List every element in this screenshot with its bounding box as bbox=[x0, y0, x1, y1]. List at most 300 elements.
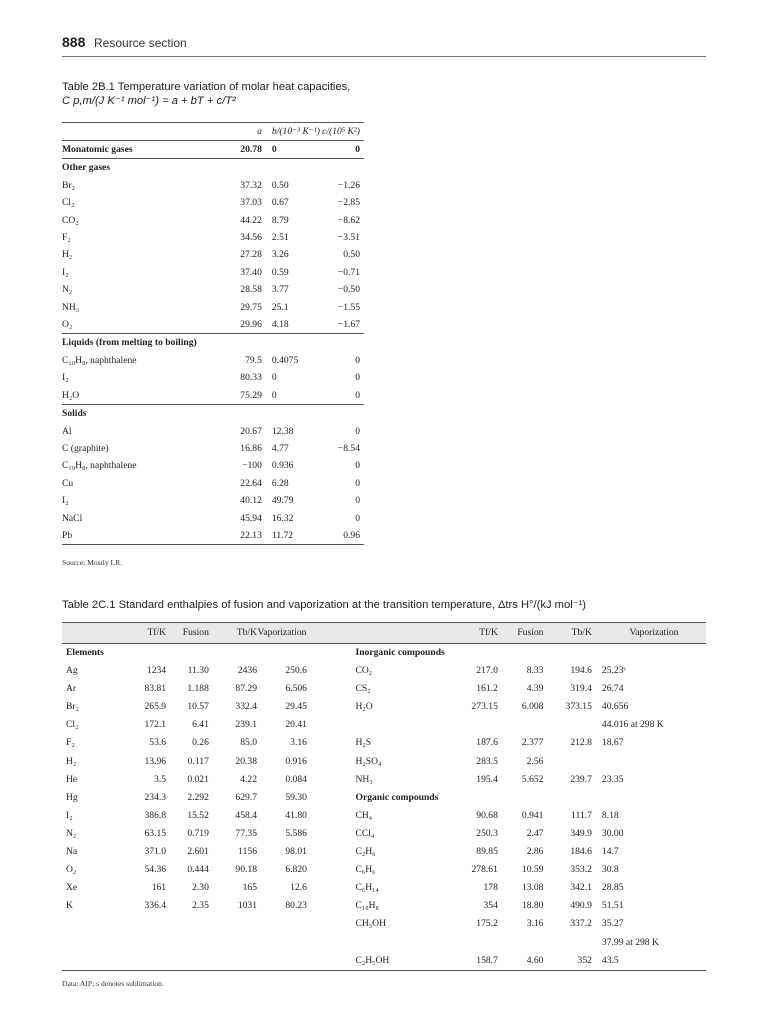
table-cell: 172.1 bbox=[144, 719, 167, 731]
table-cell: C₆H₁₄ bbox=[355, 882, 379, 894]
table-2c1-note: Data: AIP; s denotes sublimation. bbox=[62, 979, 164, 988]
table-cell: 6.506 bbox=[285, 683, 307, 695]
table-cell bbox=[320, 334, 364, 352]
table-cell: 4.60 bbox=[498, 952, 544, 971]
table-cell: 0.084 bbox=[285, 773, 307, 785]
table-cell: 8.79 bbox=[271, 214, 289, 226]
table-cell: 26.74 bbox=[601, 683, 624, 695]
table-cell: 0 bbox=[355, 460, 360, 472]
table-cell: Monatomic gases bbox=[62, 144, 133, 155]
column-header bbox=[62, 123, 212, 141]
table-cell: 0.59 bbox=[271, 266, 289, 278]
table-cell: −1.26 bbox=[337, 179, 360, 191]
table-cell: 10.59 bbox=[521, 864, 544, 876]
table-cell: Inorganic compounds bbox=[355, 647, 445, 658]
table-cell: 0.916 bbox=[285, 755, 307, 767]
table-cell: 27.28 bbox=[240, 249, 262, 261]
table-cell: 23.35 bbox=[601, 773, 624, 785]
table-row bbox=[62, 141, 364, 159]
table-cell: 250.3 bbox=[476, 827, 498, 839]
table-cell bbox=[307, 952, 356, 971]
table-cell: 212.8 bbox=[570, 737, 592, 749]
table-cell: 37.03 bbox=[240, 197, 262, 209]
table-row bbox=[62, 423, 364, 440]
column-header bbox=[307, 623, 356, 644]
table-row bbox=[62, 915, 706, 933]
table-cell bbox=[62, 952, 123, 971]
table-cell: 0.4075 bbox=[271, 354, 299, 366]
table-cell: 0.719 bbox=[187, 827, 209, 839]
table-cell: 332.4 bbox=[235, 701, 258, 713]
column-header: Tf/K bbox=[123, 623, 166, 644]
table-cell: 0.444 bbox=[187, 864, 209, 876]
table-cell: −100 bbox=[242, 460, 262, 472]
table-cell bbox=[257, 934, 307, 952]
table-cell: 85.0 bbox=[240, 737, 258, 749]
table-2c1-caption: Table 2C.1 Standard enthalpies of fusion and vaporization at the transition temperature, Δtrs H°/(kJ mol⁻¹) bbox=[62, 599, 587, 611]
table-cell: NaCl bbox=[62, 512, 83, 524]
table-cell: C₁₀H₈, naphthalene bbox=[62, 460, 137, 472]
table-cell: 2.47 bbox=[526, 827, 544, 839]
table-cell: 18.67 bbox=[601, 737, 624, 749]
table-cell bbox=[209, 934, 257, 952]
table-cell: 0.021 bbox=[187, 773, 209, 785]
table-cell: 28.85 bbox=[601, 882, 624, 894]
table-cell bbox=[445, 789, 498, 807]
table-cell bbox=[166, 934, 209, 952]
table-cell: 16.32 bbox=[271, 512, 294, 524]
table-cell bbox=[166, 644, 209, 663]
table-cell bbox=[355, 934, 444, 952]
table-cell: NH₃ bbox=[355, 773, 373, 785]
table-cell: Br₂ bbox=[62, 179, 75, 191]
table-cell: 111.7 bbox=[571, 809, 592, 821]
table-cell: 22.13 bbox=[212, 527, 266, 545]
table-cell bbox=[212, 405, 266, 423]
table-cell: 0.50 bbox=[343, 249, 360, 261]
table-cell: 0.936 bbox=[271, 460, 294, 472]
table-cell: 386.8 bbox=[144, 809, 167, 821]
table-cell bbox=[123, 952, 166, 971]
table-cell bbox=[592, 789, 706, 807]
table-row bbox=[62, 475, 364, 492]
table-row bbox=[62, 246, 364, 263]
table-cell: 194.6 bbox=[570, 665, 592, 677]
table-cell: 234.3 bbox=[144, 791, 167, 803]
table-cell bbox=[307, 915, 356, 933]
table-cell bbox=[307, 789, 356, 807]
table-cell: 352 bbox=[543, 952, 591, 971]
table-row bbox=[62, 644, 706, 663]
table-row bbox=[62, 662, 706, 680]
table-cell: H₂ bbox=[62, 249, 73, 261]
column-header: b/(10⁻³ K⁻¹) bbox=[266, 123, 320, 141]
table-cell bbox=[307, 879, 356, 897]
table-cell: C₁₀H₈ bbox=[355, 900, 379, 912]
table-cell: 2.56 bbox=[526, 755, 544, 767]
table-cell bbox=[307, 861, 356, 879]
table-row bbox=[62, 934, 706, 952]
table-cell: Solids bbox=[62, 405, 212, 423]
table-cell bbox=[209, 915, 257, 933]
table-cell bbox=[307, 825, 356, 843]
table-cell: 90.18 bbox=[235, 864, 258, 876]
table-cell: Liquids (from melting to boiling) bbox=[62, 334, 212, 352]
table-cell: 0.941 bbox=[521, 809, 544, 821]
column-header: Fusion bbox=[498, 623, 544, 644]
table-cell: 0 bbox=[355, 389, 360, 401]
table-cell: 1.188 bbox=[187, 683, 209, 695]
table-cell bbox=[307, 734, 356, 752]
table-cell bbox=[307, 698, 356, 716]
table-cell: 13.96 bbox=[144, 755, 167, 767]
table-row bbox=[62, 334, 364, 352]
table-cell: 51.51 bbox=[601, 900, 624, 912]
table-cell: 2.51 bbox=[271, 232, 289, 244]
table-cell: Br₂ bbox=[66, 701, 79, 713]
table-cell: 0 bbox=[355, 477, 360, 489]
table-cell: 30.00 bbox=[601, 827, 624, 839]
table-cell: 336.4 bbox=[144, 900, 167, 912]
table-cell bbox=[212, 334, 266, 352]
table-cell: 458.4 bbox=[235, 809, 258, 821]
table-cell: Na bbox=[66, 846, 78, 858]
table-cell bbox=[307, 807, 356, 825]
table-cell: 3.16 bbox=[290, 737, 307, 749]
table-cell: 0.96 bbox=[320, 527, 364, 545]
table-cell bbox=[307, 716, 356, 734]
table-cell: 6.820 bbox=[285, 864, 307, 876]
table-cell: 178 bbox=[483, 882, 498, 894]
table-cell: 25.1 bbox=[271, 301, 289, 313]
table-cell: 2436 bbox=[237, 665, 258, 677]
table-row bbox=[62, 807, 706, 825]
table-cell bbox=[266, 334, 320, 352]
table-cell bbox=[166, 915, 209, 933]
table-cell: O₂ bbox=[66, 864, 77, 876]
column-header: Tf/K bbox=[445, 623, 498, 644]
table-cell: 54.36 bbox=[144, 864, 167, 876]
table-cell: 30.8 bbox=[601, 864, 619, 876]
table-cell: 40.656 bbox=[601, 701, 629, 713]
table-cell: 239.7 bbox=[570, 773, 592, 785]
table-cell: I₂ bbox=[66, 809, 73, 821]
table-cell: Al bbox=[62, 425, 72, 437]
table-cell: I₂ bbox=[62, 266, 69, 278]
table-cell bbox=[498, 716, 544, 734]
table-cell: 373.15 bbox=[565, 701, 592, 713]
table-cell: 0 bbox=[355, 354, 360, 366]
table-cell bbox=[498, 934, 544, 952]
table-cell: 0.117 bbox=[187, 755, 209, 767]
table-cell: Xe bbox=[66, 882, 78, 894]
table-cell: Other gases bbox=[62, 159, 212, 177]
table-cell: F₂ bbox=[66, 737, 75, 749]
table-cell: 353.2 bbox=[570, 864, 592, 876]
table-cell: 18.80 bbox=[521, 900, 544, 912]
column-header: Tb/K bbox=[543, 623, 591, 644]
table-cell bbox=[543, 716, 591, 734]
table-cell: N₂ bbox=[66, 827, 77, 839]
table-cell: CCl₄ bbox=[355, 827, 375, 839]
column-header: a bbox=[212, 123, 266, 141]
table-cell bbox=[266, 159, 320, 177]
table-cell: 35.27 bbox=[601, 918, 624, 930]
column-header: Tb/K bbox=[209, 623, 257, 644]
table-cell: 10.57 bbox=[187, 701, 209, 713]
table-cell: 2.86 bbox=[526, 846, 544, 858]
table-cell: CO₂ bbox=[62, 214, 79, 226]
table-cell: He bbox=[66, 773, 78, 785]
table-cell: NH₃ bbox=[62, 301, 80, 313]
table-cell: 41.80 bbox=[285, 809, 307, 821]
table-cell: 37.40 bbox=[240, 266, 262, 278]
table-cell: 273.15 bbox=[471, 701, 498, 713]
table-cell bbox=[355, 716, 444, 734]
table-cell bbox=[445, 934, 498, 952]
table-cell: 175.2 bbox=[476, 918, 498, 930]
table-cell: Pb bbox=[62, 527, 212, 545]
table-cell: 59.30 bbox=[285, 791, 307, 803]
table-cell bbox=[307, 644, 356, 663]
table-cell: O₂ bbox=[62, 319, 73, 331]
table-cell: H₂SO₄ bbox=[355, 755, 382, 767]
column-header: Fusion bbox=[166, 623, 209, 644]
table-row bbox=[62, 527, 364, 545]
table-cell: 354 bbox=[483, 900, 498, 912]
table-cell: 98.01 bbox=[285, 846, 307, 858]
table-cell: 6.41 bbox=[192, 719, 209, 731]
table-cell: 20.78 bbox=[240, 144, 262, 155]
table-cell: 83.81 bbox=[144, 683, 167, 695]
table-row bbox=[62, 843, 706, 861]
table-row bbox=[62, 879, 706, 897]
table-cell bbox=[307, 662, 356, 680]
table-cell: 79.5 bbox=[245, 354, 262, 366]
table-2b1-source: Source: Mostly LR. bbox=[62, 558, 123, 567]
table-cell: 161 bbox=[151, 882, 167, 894]
table-cell: 165 bbox=[242, 882, 258, 894]
table-cell: 37.32 bbox=[240, 179, 262, 191]
table-cell: 53.6 bbox=[149, 737, 167, 749]
table-cell bbox=[498, 644, 544, 663]
table-cell: 5.586 bbox=[285, 827, 307, 839]
table-cell: 15.52 bbox=[187, 809, 209, 821]
table-2b1-caption-line1: Table 2B.1 Temperature variation of molar heat capacities, bbox=[62, 81, 351, 93]
table-cell bbox=[543, 753, 591, 771]
table-cell: 40.12 bbox=[240, 495, 262, 507]
table-cell: F₂ bbox=[62, 232, 71, 244]
table-cell: 45.94 bbox=[240, 512, 262, 524]
table-cell: 13.08 bbox=[521, 882, 544, 894]
table-cell bbox=[307, 934, 356, 952]
table-cell: C₂H₆ bbox=[355, 846, 376, 858]
table-2b1-caption bbox=[62, 80, 350, 108]
table-cell: 0 bbox=[355, 512, 360, 524]
table-cell: 2.292 bbox=[187, 791, 209, 803]
table-cell: H₂ bbox=[66, 755, 77, 767]
column-header: c/(10⁵ K²) bbox=[320, 123, 364, 141]
table-cell: 0.50 bbox=[271, 179, 289, 191]
page-header bbox=[62, 34, 706, 57]
table-cell: 11.30 bbox=[187, 665, 209, 677]
table-cell: H₂S bbox=[355, 737, 372, 749]
table-2b1 bbox=[62, 122, 364, 545]
table-row bbox=[62, 457, 364, 474]
table-cell: 90.68 bbox=[476, 809, 498, 821]
table-cell: 37.99 at 298 K bbox=[601, 936, 659, 948]
table-cell: 80.23 bbox=[285, 900, 307, 912]
table-cell: 4.22 bbox=[240, 773, 258, 785]
table-row bbox=[62, 194, 364, 211]
table-cell bbox=[543, 934, 591, 952]
table-cell: 80.33 bbox=[240, 372, 262, 384]
table-cell: 4.18 bbox=[271, 319, 289, 331]
table-cell: 89.85 bbox=[476, 846, 498, 858]
table-cell: Ag bbox=[66, 665, 78, 677]
table-cell bbox=[257, 644, 307, 663]
column-header bbox=[355, 623, 444, 644]
table-cell: 3.77 bbox=[271, 284, 289, 296]
table-cell: 0 bbox=[355, 425, 360, 437]
table-cell: 75.29 bbox=[240, 389, 262, 401]
table-cell: 2.377 bbox=[521, 737, 544, 749]
table-row bbox=[62, 771, 706, 789]
table-cell: 12.6 bbox=[290, 882, 307, 894]
table-cell: K bbox=[66, 900, 73, 912]
table-row bbox=[62, 734, 706, 752]
table-cell: 20.38 bbox=[235, 755, 258, 767]
table-cell: 87.29 bbox=[235, 683, 258, 695]
table-cell: 25.23ˢ bbox=[601, 665, 626, 677]
table-cell: CS₂ bbox=[355, 683, 371, 695]
table-row bbox=[62, 825, 706, 843]
table-cell bbox=[209, 644, 257, 663]
table-row bbox=[62, 861, 706, 879]
table-cell bbox=[307, 680, 356, 698]
table-cell: 34.56 bbox=[240, 232, 262, 244]
table-cell: Ar bbox=[66, 683, 77, 695]
table-cell: 217.0 bbox=[476, 665, 498, 677]
table-cell: 0 bbox=[271, 144, 277, 155]
table-cell: 490.9 bbox=[570, 900, 592, 912]
table-row bbox=[62, 952, 706, 971]
table-cell: 0 bbox=[271, 389, 277, 401]
table-cell: 14.7 bbox=[601, 846, 619, 858]
table-row bbox=[62, 369, 364, 386]
table-cell bbox=[62, 934, 123, 952]
table-cell: 2.30 bbox=[192, 882, 209, 894]
table-cell: −8.54 bbox=[337, 442, 360, 454]
column-header: Vaporization bbox=[257, 623, 307, 644]
table-cell: −0.50 bbox=[337, 284, 360, 296]
table-cell: H₂O bbox=[355, 701, 373, 713]
table-cell: 342.1 bbox=[570, 882, 592, 894]
table-cell bbox=[257, 952, 307, 971]
table-cell: 20.67 bbox=[240, 425, 262, 437]
table-cell: CH₄ bbox=[355, 809, 373, 821]
table-row bbox=[62, 387, 364, 405]
table-cell bbox=[307, 897, 356, 915]
table-row bbox=[62, 177, 364, 194]
table-cell: C₁₀H₈, naphthalene bbox=[62, 354, 137, 366]
table-cell: 629.7 bbox=[235, 791, 258, 803]
table-row bbox=[62, 680, 706, 698]
table-cell bbox=[445, 716, 498, 734]
table-cell: C₆H₆ bbox=[355, 864, 376, 876]
table-cell bbox=[543, 644, 591, 663]
table-cell: 283.5 bbox=[476, 755, 498, 767]
table-cell: 8.33 bbox=[526, 665, 544, 677]
table-cell: 1031 bbox=[237, 900, 258, 912]
table-cell: 337.2 bbox=[570, 918, 592, 930]
table-cell: 44.22 bbox=[240, 214, 262, 226]
table-cell: 2.601 bbox=[187, 846, 209, 858]
table-cell bbox=[498, 789, 544, 807]
page-number: 888 bbox=[62, 34, 86, 50]
table-cell: I₂ bbox=[62, 495, 69, 507]
table-cell: 0 bbox=[271, 372, 277, 384]
table-cell: 43.5 bbox=[592, 952, 706, 971]
table-row bbox=[62, 299, 364, 316]
section-title: Resource section bbox=[94, 36, 187, 50]
table-cell: 278.61 bbox=[471, 864, 498, 876]
table-cell: 0.26 bbox=[192, 737, 209, 749]
table-cell: 239.1 bbox=[235, 719, 258, 731]
table-cell: C₂H₅OH bbox=[355, 952, 444, 971]
table-cell: 6.008 bbox=[521, 701, 544, 713]
table-cell bbox=[166, 952, 209, 971]
table-cell: 4.39 bbox=[526, 683, 544, 695]
table-cell: Hg bbox=[66, 791, 78, 803]
table-cell bbox=[257, 915, 307, 933]
table-cell bbox=[123, 915, 166, 933]
table-row bbox=[62, 753, 706, 771]
column-header: Vaporization bbox=[592, 623, 706, 644]
table-cell: 77.35 bbox=[235, 827, 258, 839]
table-cell: 0.67 bbox=[271, 197, 289, 209]
table-cell: 1234 bbox=[146, 665, 167, 677]
table-row bbox=[62, 212, 364, 229]
table-cell: 49.79 bbox=[271, 495, 294, 507]
table-cell: 0 bbox=[355, 144, 360, 155]
table-cell: H₂O bbox=[62, 389, 80, 401]
table-cell: −3.51 bbox=[337, 232, 360, 244]
table-cell: Cu bbox=[62, 477, 74, 489]
table-2b1-caption-line2: C p,m/(J K⁻¹ mol⁻¹) = a + bT + c/T² bbox=[62, 95, 236, 107]
table-cell: −8.62 bbox=[337, 214, 360, 226]
table-row bbox=[62, 281, 364, 298]
table-row bbox=[62, 897, 706, 915]
table-cell bbox=[62, 915, 123, 933]
table-cell: 3.16 bbox=[526, 918, 544, 930]
table-cell: N₂ bbox=[62, 284, 73, 296]
table-row bbox=[62, 264, 364, 281]
table-cell bbox=[445, 644, 498, 663]
table-cell: 195.4 bbox=[476, 773, 498, 785]
table-cell: 250.6 bbox=[285, 665, 307, 677]
table-row bbox=[62, 159, 364, 177]
table-cell: 8.18 bbox=[601, 809, 619, 821]
table-cell: 11.72 bbox=[266, 527, 320, 545]
table-cell: I₂ bbox=[62, 372, 69, 384]
table-cell: 3.26 bbox=[271, 249, 289, 261]
table-cell bbox=[266, 405, 320, 423]
table-cell bbox=[307, 771, 356, 789]
table-cell: Elements bbox=[66, 647, 104, 658]
table-cell: 5.652 bbox=[521, 773, 544, 785]
table-cell: 2.35 bbox=[192, 900, 209, 912]
